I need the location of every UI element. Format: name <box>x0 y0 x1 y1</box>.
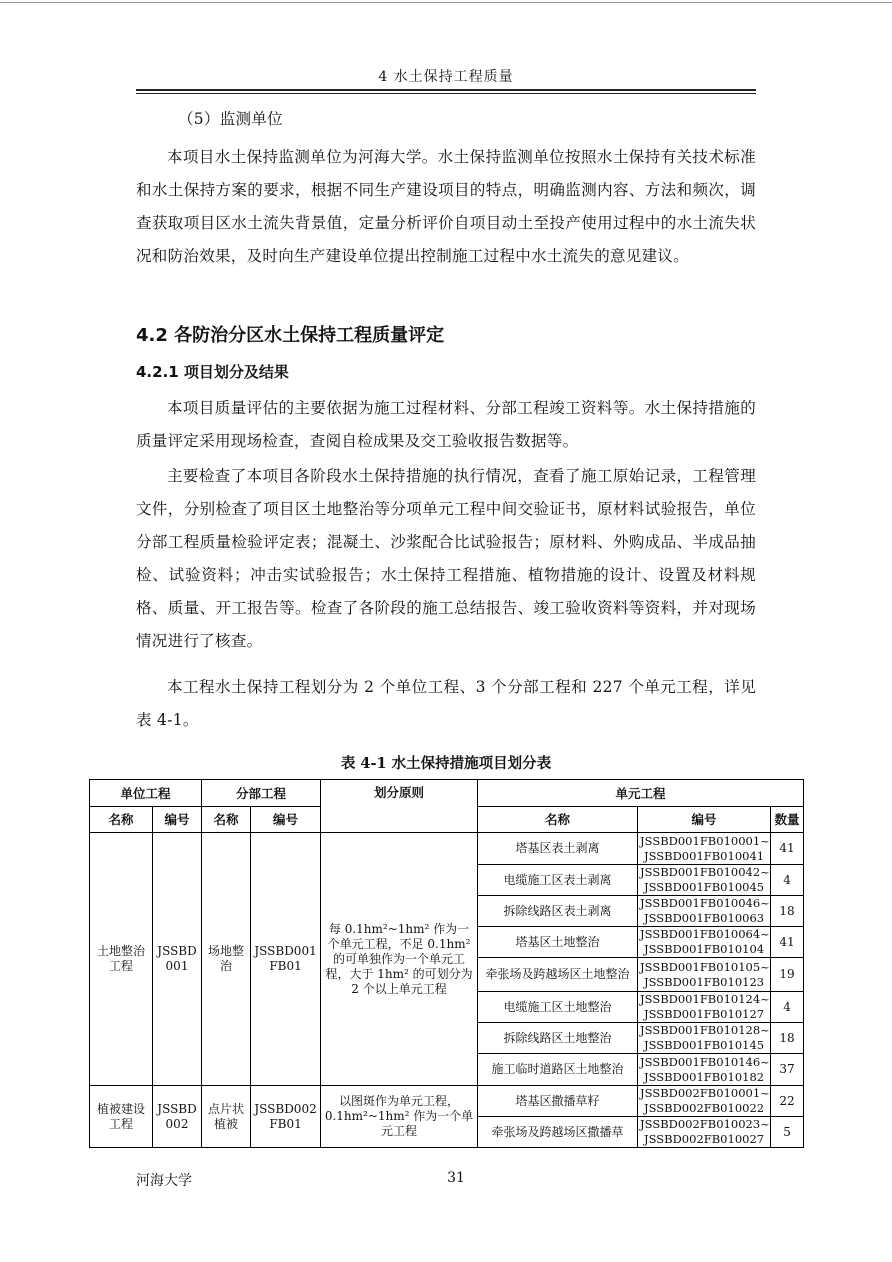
th-unit-code: 编号 <box>153 807 202 833</box>
table-row <box>90 1086 804 1117</box>
subsection-heading: 4.2.1 项目划分及结果 <box>136 363 289 381</box>
page-top-edge <box>0 2 892 3</box>
element-name-cell: 电缆施工区表土剥离 <box>478 865 638 896</box>
section-heading: 4.2 各防治分区水土保持工程质量评定 <box>136 325 445 346</box>
unit-name-cell: 土地整治工程 <box>90 833 153 1086</box>
element-count-cell: 22 <box>771 1086 804 1117</box>
unit-code-cell: JSSBD001 <box>153 833 202 1086</box>
th-element-project: 单元工程 <box>478 780 804 807</box>
table-row <box>90 833 804 865</box>
element-code-cell: JSSBD001FB010146~ JSSBD001FB010182 <box>638 1054 771 1086</box>
paragraph-basis: 本项目质量评估的主要依据为施工过程材料、分部工程竣工资料等。水土保持措施的质量评定采用现场检查，查阅自检成果及交工验收报告数据等。 <box>136 399 756 450</box>
th-unit-name: 名称 <box>90 807 153 833</box>
element-name-cell: 塔基区撒播草籽 <box>478 1086 638 1117</box>
header-rule-thick <box>136 89 756 91</box>
element-code-cell: JSSBD001FB010046~ JSSBD001FB010063 <box>638 896 771 927</box>
element-code-cell: JSSBD002FB010023~ JSSBD002FB010027 <box>638 1117 771 1148</box>
element-code-cell: JSSBD002FB010001~ JSSBD002FB010022 <box>638 1086 771 1117</box>
element-count-cell: 5 <box>771 1117 804 1148</box>
element-name-cell: 拆除线路区表土剥离 <box>478 896 638 927</box>
div-code-cell: JSSBD001FB01 <box>251 833 321 1086</box>
principle-cell: 以图斑作为单元工程，0.1hm²~1hm² 作为一个单元工程 <box>321 1086 478 1148</box>
table-caption: 表 4-1 水土保持措施项目划分表 <box>340 755 552 772</box>
element-count-cell: 18 <box>771 1023 804 1054</box>
th-div-name: 名称 <box>202 807 251 833</box>
th-element-code: 编号 <box>638 807 771 833</box>
element-name-cell: 牵张场及跨越场区土地整治 <box>478 958 638 992</box>
div-name-cell: 点片状植被 <box>202 1086 251 1148</box>
element-count-cell: 41 <box>771 833 804 865</box>
unit-name-cell: 植被建设工程 <box>90 1086 153 1148</box>
th-unit-project: 单位工程 <box>90 780 202 807</box>
element-code-cell: JSSBD001FB010124~ JSSBD001FB010127 <box>638 992 771 1023</box>
project-division-table <box>89 779 804 1148</box>
header-rule-thin <box>136 93 756 94</box>
table-group-header-row <box>90 780 804 807</box>
subsection-title: （5）监测单位 <box>178 110 283 128</box>
paragraph-division-summary: 本工程水土保持工程划分为 2 个单位工程、3 个分部工程和 227 个单元工程，详见表 4-1。 <box>136 678 756 729</box>
element-count-cell: 4 <box>771 992 804 1023</box>
th-div-code: 编号 <box>251 807 321 833</box>
element-name-cell: 拆除线路区土地整治 <box>478 1023 638 1054</box>
th-element-name: 名称 <box>478 807 638 833</box>
element-count-cell: 19 <box>771 958 804 992</box>
element-name-cell: 施工临时道路区土地整治 <box>478 1054 638 1086</box>
footer-organization: 河海大学 <box>136 1173 192 1189</box>
element-name-cell: 电缆施工区土地整治 <box>478 992 638 1023</box>
element-count-cell: 37 <box>771 1054 804 1086</box>
th-division-project: 分部工程 <box>202 780 321 807</box>
element-code-cell: JSSBD001FB010128~ JSSBD001FB010145 <box>638 1023 771 1054</box>
th-element-count: 数量 <box>771 807 804 833</box>
running-header: 4 水土保持工程质量 <box>378 69 514 85</box>
principle-cell: 每 0.1hm²~1hm² 作为一个单元工程，不足 0.1hm² 的可单独作为一个单元工程，大于 1hm² 的可划分为 2 个以上单元工程 <box>321 833 478 1086</box>
paragraph-inspection: 主要检查了本项目各阶段水土保持措施的执行情况，查看了施工原始记录，工程管理文件，分别检查了项目区土地整治等分项单元工程中间交验证书，原材料试验报告，单位分部工程质量检验评定表；混凝土、沙浆配合比试验报告；原材料、外购成品、半成品抽检、试验资料；冲击实试验报告；水土保持工程措施、植物措施的设计、设置及材料规格、质量、开工报告等。检查了各阶段的施工总结报告、竣工验收资料等资料，并对现场情况进行了核查。 <box>136 467 756 650</box>
th-principle: 划分原则 <box>321 780 478 833</box>
element-name-cell: 塔基区土地整治 <box>478 927 638 958</box>
unit-code-cell: JSSBD002 <box>153 1086 202 1148</box>
element-code-cell: JSSBD001FB010105~ JSSBD001FB010123 <box>638 958 771 992</box>
paragraph-monitoring: 本项目水土保持监测单位为河海大学。水土保持监测单位按照水土保持有关技术标准和水土保持方案的要求，根据不同生产建设项目的特点，明确监测内容、方法和频次，调查获取项目区水土流失背景值，定量分析评价自项目动土至投产使用过程中的水土流失状况和防治效果，及时向生产建设单位提出控制施工过程中水土流失的意见建议。 <box>136 148 756 265</box>
element-count-cell: 4 <box>771 865 804 896</box>
element-count-cell: 18 <box>771 896 804 927</box>
element-name-cell: 塔基区表土剥离 <box>478 833 638 865</box>
element-name-cell: 牵张场及跨越场区撒播草 <box>478 1117 638 1148</box>
element-code-cell: JSSBD001FB010001~ JSSBD001FB010041 <box>638 833 771 865</box>
element-code-cell: JSSBD001FB010042~ JSSBD001FB010045 <box>638 865 771 896</box>
element-count-cell: 41 <box>771 927 804 958</box>
div-name-cell: 场地整治 <box>202 833 251 1086</box>
div-code-cell: JSSBD002FB01 <box>251 1086 321 1148</box>
page-number: 31 <box>447 1170 465 1186</box>
element-code-cell: JSSBD001FB010064~ JSSBD001FB010104 <box>638 927 771 958</box>
